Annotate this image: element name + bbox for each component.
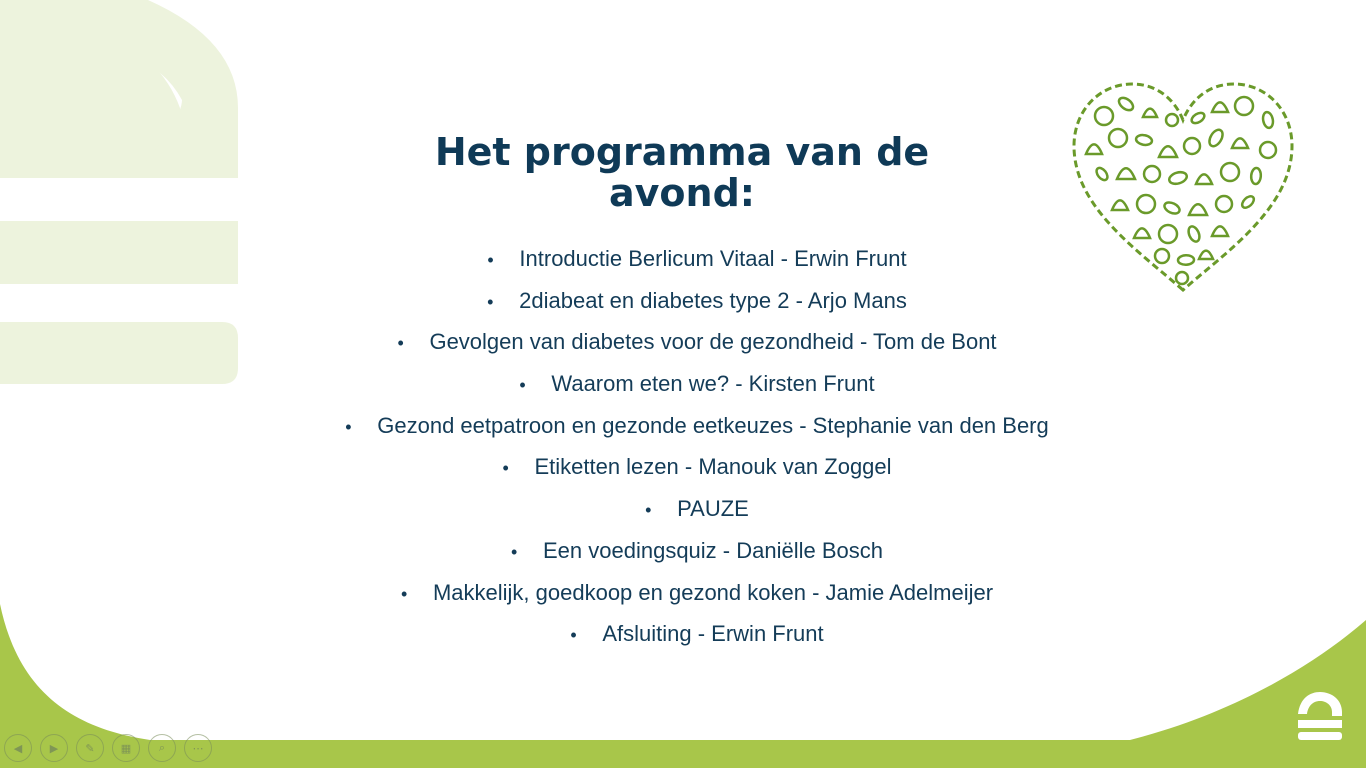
vegetable-sketch [1163,200,1182,215]
bullet-icon: • [400,583,408,604]
vegetable-sketch [1166,114,1178,126]
pen-tool-icon: ✎ [85,741,95,755]
vegetable-sketch [1094,166,1109,182]
vegetable-sketch [1137,195,1155,213]
agenda-item [280,321,1114,363]
slide-title: Het programma van de avond: [434,130,930,215]
pale-two-middle-bar [0,221,238,284]
pen-tool-button[interactable] [76,734,104,762]
vegetable-heart-icon [1064,76,1302,296]
agenda-item-text: Gevolgen van diabetes voor de gezondheid - Tom de Bont [429,329,997,355]
agenda-item-text: Gezond eetpatroon en gezonde eetkeuzes - Stephanie van den Berg [377,412,1049,438]
vegetable-sketch [1178,255,1194,265]
vegetable-sketch [1117,95,1136,112]
pale-two-bottom-bar [0,322,238,384]
more-options-button[interactable] [184,734,212,762]
vegetable-sketches [1086,95,1276,284]
bullet-icon: • [345,416,352,437]
vegetable-sketch [1135,134,1152,146]
agenda-item [280,446,1114,488]
2diabeat-logo-icon[interactable] [1286,684,1354,750]
slideshow-controls [4,734,212,764]
agenda-list [280,238,1114,655]
logo-bar-bottom [1298,732,1342,740]
agenda-item-text: Etiketten lezen - Manouk van Zoggel [534,454,892,480]
vegetable-sketch [1186,225,1201,243]
bullet-icon: • [502,458,509,479]
previous-slide-button[interactable] [4,734,32,762]
agenda-item [280,488,1114,530]
vegetable-sketch [1212,102,1228,112]
vegetable-sketch [1207,128,1226,149]
vegetable-sketch [1199,251,1213,259]
next-slide-button[interactable] [40,734,68,762]
bullet-icon: • [570,625,577,646]
agenda-item [280,363,1114,405]
vegetable-sketch [1159,146,1177,157]
agenda-item [280,530,1114,572]
vegetable-sketch [1190,111,1206,126]
vegetable-sketch [1134,228,1150,238]
see-all-slides-icon: ▦ [120,741,132,755]
agenda-item [280,280,1114,322]
more-options-icon: ⋯ [192,741,204,755]
agenda-item-text: Makkelijk, goedkoop en gezond koken - Jamie Adelmeijer [432,579,994,605]
zoom-icon: ⌕ [158,741,166,754]
agenda-item-text: Een voedingsquiz - Daniëlle Bosch [543,537,883,563]
agenda-item-text: Afsluiting - Erwin Frunt [602,621,824,647]
agenda-item-text: Introductie Berlicum Vitaal - Erwin Frunt [519,246,907,271]
vegetable-sketch [1232,138,1248,148]
vegetable-sketch [1189,204,1207,215]
vegetable-sketch [1168,170,1188,186]
vegetable-sketch [1117,168,1135,179]
vegetable-sketch [1251,168,1262,185]
heart-outline [1074,84,1292,290]
vegetable-sketch [1112,200,1128,210]
vegetable-sketch [1086,144,1102,154]
agenda-item-text: 2diabeat en diabetes type 2 - Arjo Mans [519,287,907,313]
logo-bar-middle [1298,720,1342,728]
vegetable-sketch [1095,107,1113,125]
vegetable-sketch [1260,142,1276,158]
agenda-item [280,238,1114,280]
vegetable-sketch [1159,225,1177,243]
bullet-icon: • [487,250,494,270]
bullet-icon: • [511,541,518,562]
vegetable-sketch [1235,97,1253,115]
vegetable-sketch [1143,109,1157,117]
vegetable-sketch [1144,166,1160,182]
vegetable-sketch [1212,226,1228,236]
see-all-slides-button[interactable] [112,734,140,762]
agenda-item [280,613,1114,655]
vegetable-sketch [1155,249,1169,263]
agenda-item [280,572,1114,614]
next-slide-icon: ▶ [49,741,59,755]
vegetable-sketch [1240,194,1256,210]
bullet-icon: • [487,291,494,312]
vegetable-sketch [1109,129,1127,147]
vegetable-sketch [1176,272,1188,284]
agenda-item-text: PAUZE [677,496,749,522]
bullet-icon: • [397,333,404,354]
agenda-item [280,405,1114,447]
zoom-button[interactable] [148,734,176,762]
agenda-item-text: Waarom eten we? - Kirsten Frunt [551,371,875,397]
vegetable-sketch [1184,138,1200,154]
vegetable-sketch [1216,196,1232,212]
vegetable-sketch [1221,163,1239,181]
vegetable-sketch [1262,111,1274,129]
vegetable-sketch [1196,174,1212,184]
previous-slide-icon: ◀ [13,741,23,755]
bullet-icon: • [519,375,526,396]
bullet-icon: • [645,500,652,521]
